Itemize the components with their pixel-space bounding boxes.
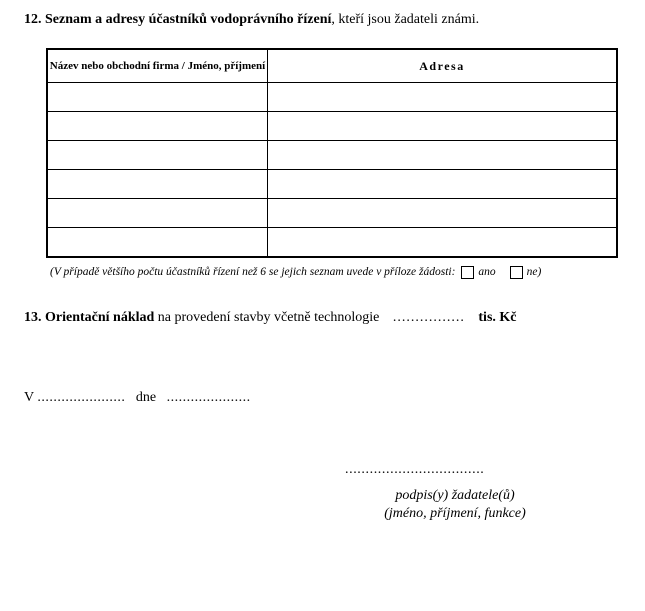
participants-table	[46, 48, 618, 258]
participant-name-cell[interactable]	[47, 83, 268, 112]
section-13-label-rest: na provedení stavby včetně technologie	[157, 310, 380, 325]
signature-line[interactable]: ..................................	[345, 462, 485, 477]
participant-address-cell[interactable]	[268, 228, 618, 258]
participant-name-cell[interactable]	[47, 170, 268, 199]
table-note	[50, 264, 543, 280]
section-13-number: 13.	[24, 310, 42, 325]
cost-input-dots[interactable]: ................	[392, 310, 465, 325]
place-label: V	[24, 390, 34, 405]
table-row	[47, 228, 617, 258]
table-note-text: (V případě většího počtu účastníků řízení než 6 se jejich seznam uvede v příloze žádosti:	[50, 266, 456, 278]
participant-name-cell[interactable]	[47, 199, 268, 228]
participant-address-cell[interactable]	[268, 83, 618, 112]
signature-caption-line2: (jméno, příjmení, funkce)	[384, 506, 526, 521]
table-row	[47, 141, 617, 170]
participant-name-cell[interactable]	[47, 228, 268, 258]
table-header-row	[47, 49, 617, 83]
date-input-dots[interactable]: .....................	[166, 390, 251, 405]
participant-name-cell[interactable]	[47, 141, 268, 170]
date-label: dne	[135, 390, 157, 405]
section-13-label-bold: Orientační náklad	[45, 310, 155, 325]
participant-address-cell[interactable]	[268, 141, 618, 170]
table-row	[47, 112, 617, 141]
cost-unit: tis. Kč	[478, 310, 517, 325]
header-address: Adresa	[268, 49, 618, 83]
table-row	[47, 83, 617, 112]
header-name: Název nebo obchodní firma / Jméno, příjmení	[47, 49, 268, 83]
section-13-line	[24, 309, 517, 327]
participant-address-cell[interactable]	[268, 170, 618, 199]
section-12-title-bold: Seznam a adresy účastníků vodoprávního řízení	[45, 12, 332, 27]
yes-checkbox[interactable]	[461, 266, 474, 279]
place-input-dots[interactable]: ......................	[37, 390, 126, 405]
table-row	[47, 199, 617, 228]
participant-name-cell[interactable]	[47, 112, 268, 141]
participant-address-cell[interactable]	[268, 112, 618, 141]
section-12-heading	[24, 11, 479, 29]
section-12-number: 12.	[24, 12, 42, 27]
table-row	[47, 170, 617, 199]
place-date-line	[24, 389, 251, 407]
no-checkbox[interactable]	[510, 266, 523, 279]
section-12-title-rest: , kteří jsou žadateli známi.	[331, 12, 480, 27]
signature-caption-line1: podpis(y) žadatele(ů)	[395, 488, 515, 503]
no-label: ne)	[526, 266, 542, 278]
participant-address-cell[interactable]	[268, 199, 618, 228]
yes-label: ano	[478, 266, 496, 278]
